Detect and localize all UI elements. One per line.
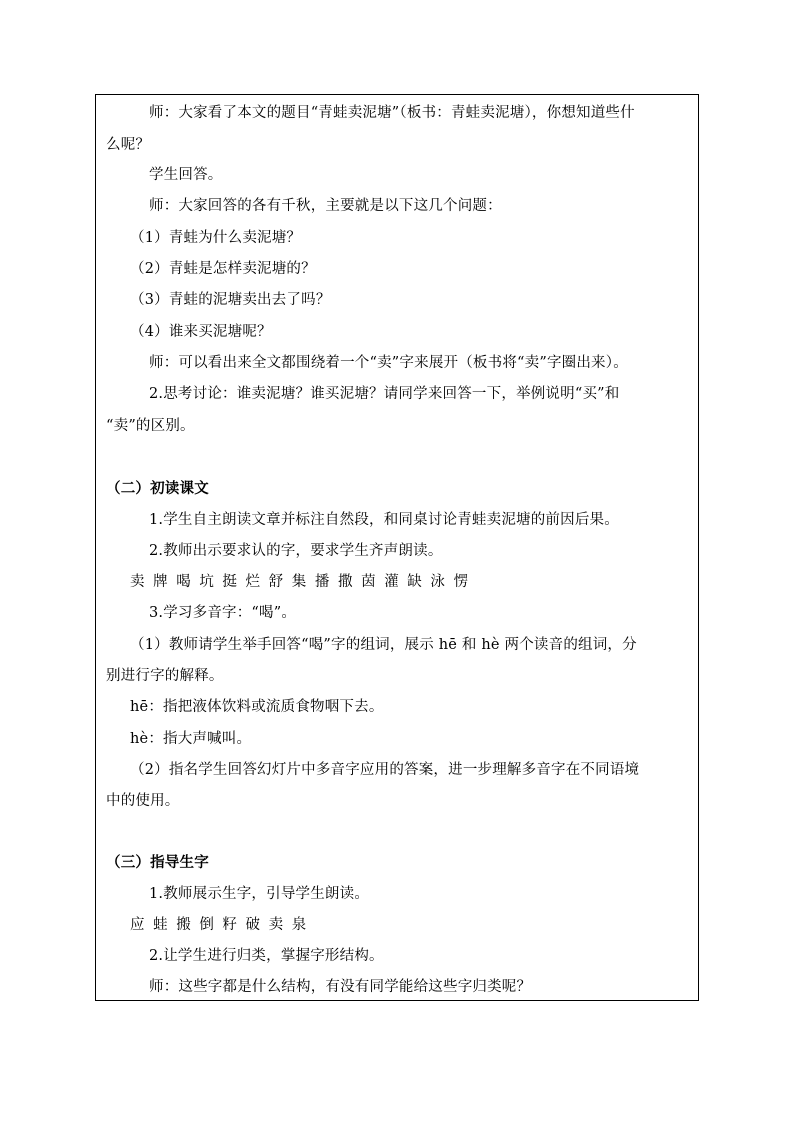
character-list: 卖 牌 喝 坑 挺 烂 舒 集 播 撒 茵 灌 缺 泳 愣 <box>130 574 471 590</box>
section-heading: （二）初读课文 <box>106 480 209 497</box>
paragraph-line: 学生回答。 <box>149 167 223 183</box>
paragraph-line: 师：大家看了本文的题目“青蛙卖泥塘”（板书：青蛙卖泥塘），你想知道些什 <box>149 105 635 121</box>
paragraph-line: “卖”的区别。 <box>106 418 195 434</box>
character-list: 应 蛙 搬 倒 籽 破 卖 泉 <box>130 917 309 933</box>
paragraph-line: 么呢？ <box>106 137 151 153</box>
paragraph-line: hē：指把液体饮料或流质食物咽下去。 <box>130 699 384 715</box>
paragraph-line: 2.让学生进行归类，掌握字形结构。 <box>149 948 384 964</box>
question-item: （2）青蛙是怎样卖泥塘的？ <box>130 261 316 277</box>
lesson-content-cell <box>95 94 699 1001</box>
paragraph-line: 师：这些字都是什么结构，有没有同学能给这些字归类呢？ <box>149 979 532 995</box>
paragraph-line: hè：指大声喊叫。 <box>130 731 252 747</box>
paragraph-line: 别进行字的解释。 <box>106 668 224 684</box>
paragraph-line: （2）指名学生回答幻灯片中多音字应用的答案，进一步理解多音字在不同语境 <box>130 762 640 778</box>
paragraph-line: （1）教师请学生举手回答“喝”字的组词，展示 hē 和 hè 两个读音的组词，分 <box>130 637 637 653</box>
question-item: （3）青蛙的泥塘卖出去了吗？ <box>130 292 331 308</box>
section-heading: （三）指导生字 <box>106 854 209 871</box>
paragraph-line: 1.教师展示生字，引导学生朗读。 <box>149 886 370 902</box>
question-item: （4）谁来买泥塘呢？ <box>130 324 272 340</box>
paragraph-line: 2.教师出示要求认的字，要求学生齐声朗读。 <box>149 543 443 559</box>
paragraph-line: 1.学生自主朗读文章并标注自然段，和同桌讨论青蛙卖泥塘的前因后果。 <box>149 512 619 528</box>
paragraph-line: 师：大家回答的各有千秋，主要就是以下这几个问题： <box>149 198 502 214</box>
paragraph-line: 师：可以看出来全文都围绕着一个“卖”字来展开（板书将“卖”字圈出来）。 <box>149 355 628 371</box>
question-item: （1）青蛙为什么卖泥塘？ <box>130 230 302 246</box>
paragraph-line: 3.学习多音字：“喝”。 <box>149 605 297 621</box>
paragraph-line: 中的使用。 <box>106 793 180 809</box>
paragraph-line: 2.思考讨论：谁卖泥塘？谁买泥塘？请同学来回答一下，举例说明“买”和 <box>149 386 620 402</box>
